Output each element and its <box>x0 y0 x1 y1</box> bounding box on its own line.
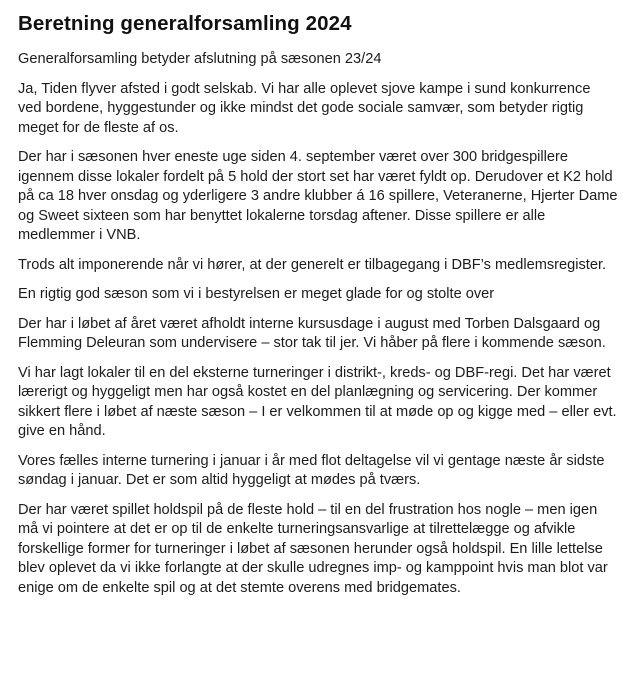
paragraph-intro: Ja, Tiden flyver afsted i godt selskab. Vi har alle oplevet sjove kampe i sund konkurrence ved bordene, hyggestunder og ikke mindst det gode sociale samvær, som betyder rigtig meget for de fleste af os. <box>18 80 591 136</box>
paragraph-team-play: Der har været spillet holdspil på de fleste hold – til en del frustration hos nogle – men igen må vi pointere at det er op til de enkelte turneringsansvarlige at tilrettelægge og afvikle forskellige former for turneringer i løbet af sæsonen herunder også holdspil. En lille lettelse blev oplevet da vi ikke forlangte at der skulle udregnes imp- og kamppoint hvis man blot var enige om de enkelte spil og at det stemte overens med bridgemates. <box>18 501 608 596</box>
paragraph-external-tournaments: Vi har lagt lokaler til en del eksterne turneringer i distrikt-, kreds- og DBF-regi. Det har været lærerigt og hyggeligt men har også kostet en del planlægning og servicering. Der kommer sikkert flere i løbet af næste sæson – I er velkommen til at møde op og kigge med – eller evt. give en hånd. <box>18 364 617 439</box>
paragraph-membership: Trods alt imponerende når vi hører, at der generelt er tilbagegang i DBF’s medlemsregister. <box>18 256 607 273</box>
document-title: Beretning generalforsamling 2024 <box>18 12 352 35</box>
paragraph-subtitle: Generalforsamling betyder afslutning på sæsonen 23/24 <box>18 51 382 67</box>
paragraph-good-season: En rigtig god sæson som vi i bestyrelsen er meget glade for og stolte over <box>18 286 495 302</box>
paragraph-season-players: Der har i sæsonen hver eneste uge siden 4. september været over 300 bridgespillere igennem disse lokaler fordelt på 5 hold der stort set har været fyldt op. Derudover et K2 hold på ca 18 hver onsdag og yderligere 3 andre klubber á 16 spillere, Veteranerne, Hjerter Dame og Sweet sixteen som har benyttet lokalerne torsdag aftener. Disse spillere er alle medlemmer i VNB. <box>18 149 618 243</box>
paragraph-courses: Der har i løbet af året været afholdt interne kursusdage i august med Torben Dalsgaard og Flemming Deleuran som undervisere – stor tak til jer. Vi håber på flere i kommende sæson. <box>18 315 606 351</box>
paragraph-internal-tournament: Vores fælles interne turnering i januar i år med flot deltagelse vil vi gentage næste år sidste søndag i januar. Det er som altid hyggeligt at mødes på tværs. <box>18 452 605 488</box>
document-page <box>18 10 618 608</box>
